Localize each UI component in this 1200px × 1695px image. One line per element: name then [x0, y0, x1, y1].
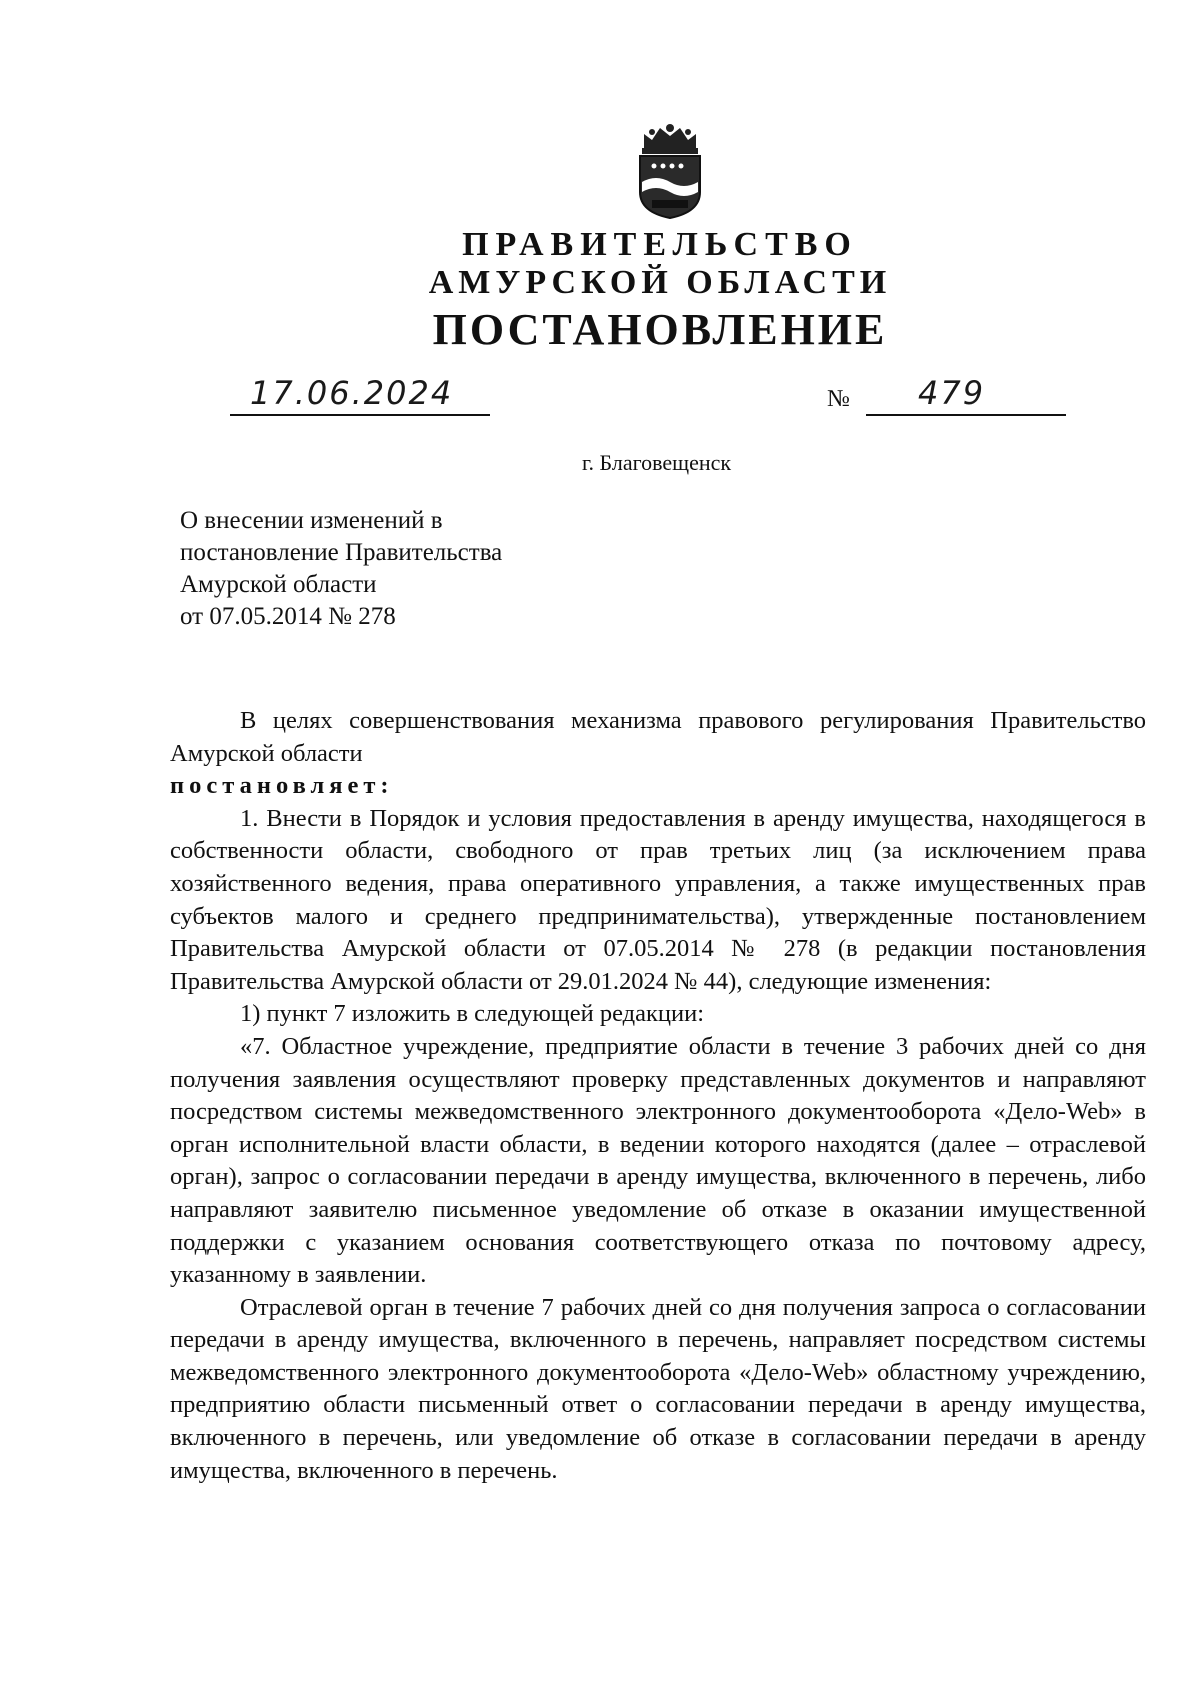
- resolution-body: [170, 705, 1146, 1487]
- resolution-number: 479: [918, 374, 986, 412]
- subject-line: Амурской области: [180, 571, 377, 598]
- clause-7-paragraph-1: «7. Областное учреждение, предприятие области в течение 3 рабочих дней со дня получения заявления осуществляют проверку представленных документов и направляют посредством системы межведомственного электронного документооборота «Дело-Web» в орган исполнительной власти области, в ведении которого находятся (далее – отраслевой орган), запрос о согласовании передачи в аренду имущества, включенного в перечень, либо направляют заявителю письменное уведомление об отказе в оказании имущественной поддержки с указанием основания соответствующего отказа по почтовому адресу, указанному в заявлении.: [170, 1032, 1146, 1289]
- resolves-keyword: постановляет:: [170, 772, 394, 800]
- government-name-line2: АМУРСКОЙ ОБЛАСТИ: [428, 264, 892, 301]
- subject-line: от 07.05.2014 № 278: [180, 603, 396, 630]
- subject-line: О внесении изменений в: [180, 507, 443, 534]
- number-sign: №: [827, 386, 850, 412]
- resolves-line: [170, 770, 1146, 803]
- city-name: г. Благовещенск: [582, 450, 732, 475]
- item-1-paragraph: 1. Внести в Порядок и условия предоставления в аренду имущества, находящегося в собственности области, свободного от прав третьих лиц (за исключением права хозяйственного ведения, права оперативного управления, а также имущественных прав субъектов малого и среднего предпринимательства), утвержденные постановлением Правительства Амурской области от 07.05.2014 № 278 (в редакции постановления Правительства Амурской области от 29.01.2024 № 44), следующие изменения:: [170, 804, 1146, 995]
- amur-region-coat-of-arms-icon: [630, 120, 710, 220]
- resolution-date-field: [230, 368, 490, 416]
- clause-7-paragraph-2: Отраслевой орган в течение 7 рабочих дней со дня получения запроса о согласовании передачи в аренду имущества, включенного в перечень, направляет посредством системы межведомственного электронного документооборота «Дело-Web» областному учреждению, предприятию области письменный ответ о согласовании передачи в аренду имущества, включенного в перечень, или уведомление об отказе в согласовании передачи в аренду имущества, включенного в перечень.: [170, 1293, 1146, 1484]
- resolution-date: 17.06.2024: [250, 374, 454, 412]
- subject-line: постановление Правительства: [180, 539, 503, 566]
- document-type-title: ПОСТАНОВЛЕНИЕ: [432, 305, 888, 354]
- resolution-subject: [180, 505, 502, 633]
- resolution-number-field: [866, 368, 1066, 416]
- preamble-paragraph: В целях совершенствования механизма правового регулирования Правительство Амурской области: [170, 707, 1146, 767]
- government-name-line1: ПРАВИТЕЛЬСТВО: [462, 226, 858, 263]
- subitem-1-paragraph: 1) пункт 7 изложить в следующей редакции:: [240, 1000, 705, 1028]
